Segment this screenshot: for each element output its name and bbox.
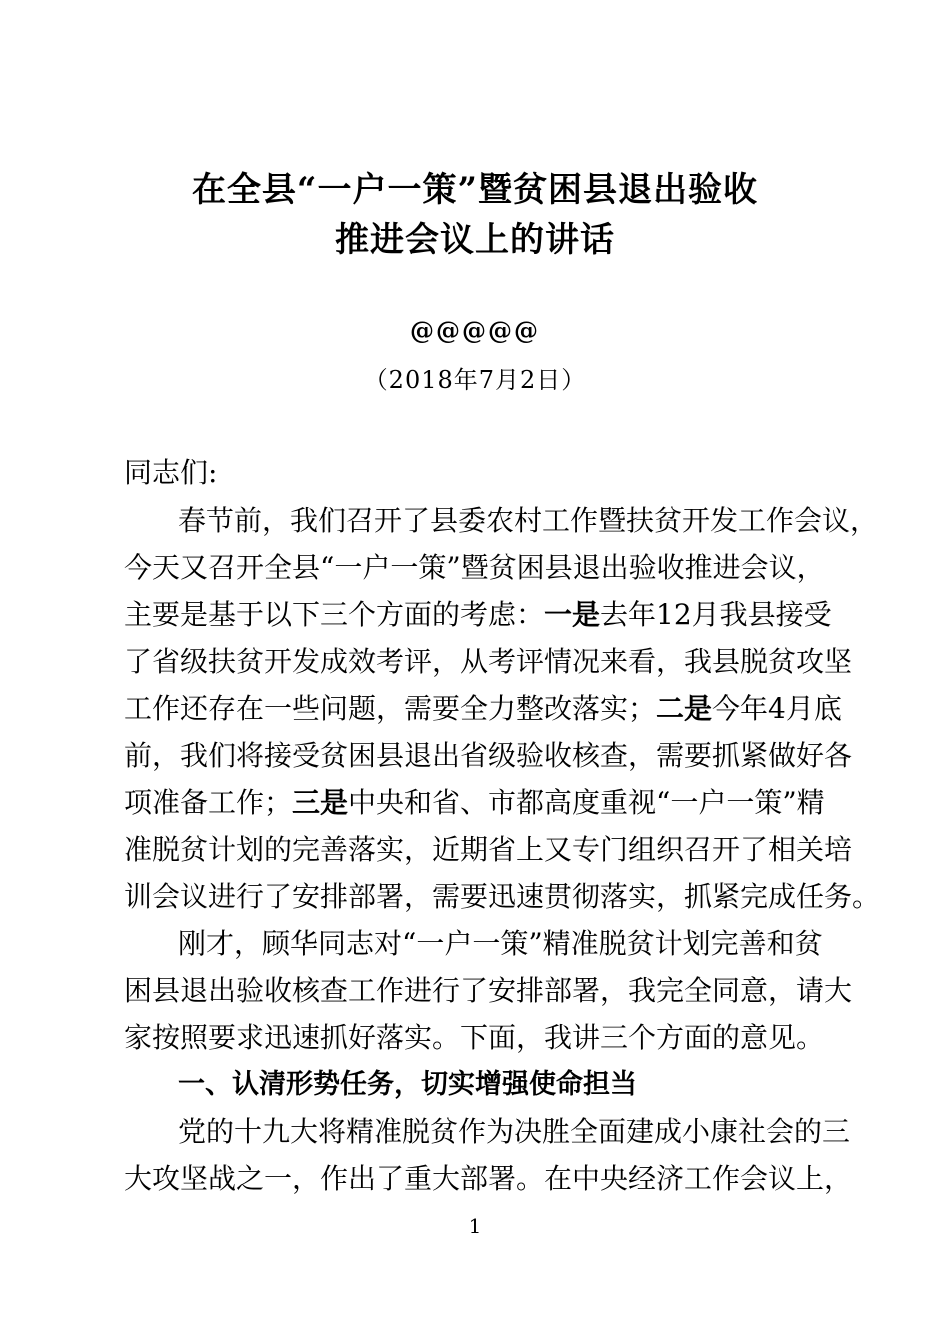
paragraph-1-line-1: 春节前，我们召开了县委农村工作暨扶贫开发工作会议， <box>178 504 879 537</box>
page-number: 1 <box>468 1214 482 1238</box>
author-name: @@@@@ <box>410 316 540 345</box>
text-span: 项准备工作； <box>124 786 293 819</box>
greeting: 同志们: <box>124 456 218 489</box>
paragraph-1-line-8: 准脱贫计划的完善落实，近期省上又专门组织召开了相关培 <box>124 833 853 866</box>
emphasis-third: 三是 <box>292 786 349 819</box>
speech-date: （2018年7月2日） <box>363 366 587 394</box>
text-span: 去年12月我县接受 <box>600 598 832 631</box>
paragraph-1-line-7 <box>124 786 844 820</box>
paragraph-1-line-3 <box>124 598 844 632</box>
document-title-line-2: 推进会议上的讲话 <box>335 220 615 260</box>
paragraph-1-line-5 <box>124 692 844 726</box>
emphasis-second: 二是 <box>656 692 713 725</box>
paragraph-1-line-4: 了省级扶贫开发成效考评，从考评情况来看，我县脱贫攻坚 <box>124 645 853 678</box>
paragraph-3-line-2: 大攻坚战之一，作出了重大部署。在中央经济工作会议上， <box>124 1162 853 1195</box>
paragraph-2-line-1: 刚才，顾华同志对“一户一策”精准脱贫计划完善和贫 <box>178 927 823 960</box>
paragraph-3-line-1: 党的十九大将精准脱贫作为决胜全面建成小康社会的三 <box>178 1115 851 1148</box>
emphasis-first: 一是 <box>544 598 601 631</box>
text-span: 中央和省、市都高度重视“一户一策”精 <box>348 786 825 819</box>
paragraph-2-line-2: 困县退出验收核查工作进行了安排部署，我完全同意，请大 <box>124 974 853 1007</box>
text-span: 主要是基于以下三个方面的考虑： <box>124 598 545 631</box>
paragraph-2-line-3: 家按照要求迅速抓好落实。下面，我讲三个方面的意见。 <box>124 1021 825 1054</box>
paragraph-1-line-2: 今天又召开全县“一户一策”暨贫困县退出验收推进会议， <box>124 551 825 584</box>
paragraph-1-line-9: 训会议进行了安排部署，需要迅速贯彻落实，抓紧完成任务。 <box>124 880 881 913</box>
document-title-line-1: 在全县“一户一策”暨贫困县退出验收 <box>191 170 759 210</box>
text-span: 今年4月底 <box>712 692 842 725</box>
text-span: 工作还存在一些问题，需要全力整改落实； <box>124 692 657 725</box>
section-heading-1: 一、认清形势任务，切实增强使命担当 <box>178 1069 637 1100</box>
paragraph-1-line-6: 前，我们将接受贫困县退出省级验收核查，需要抓紧做好各 <box>124 739 853 772</box>
